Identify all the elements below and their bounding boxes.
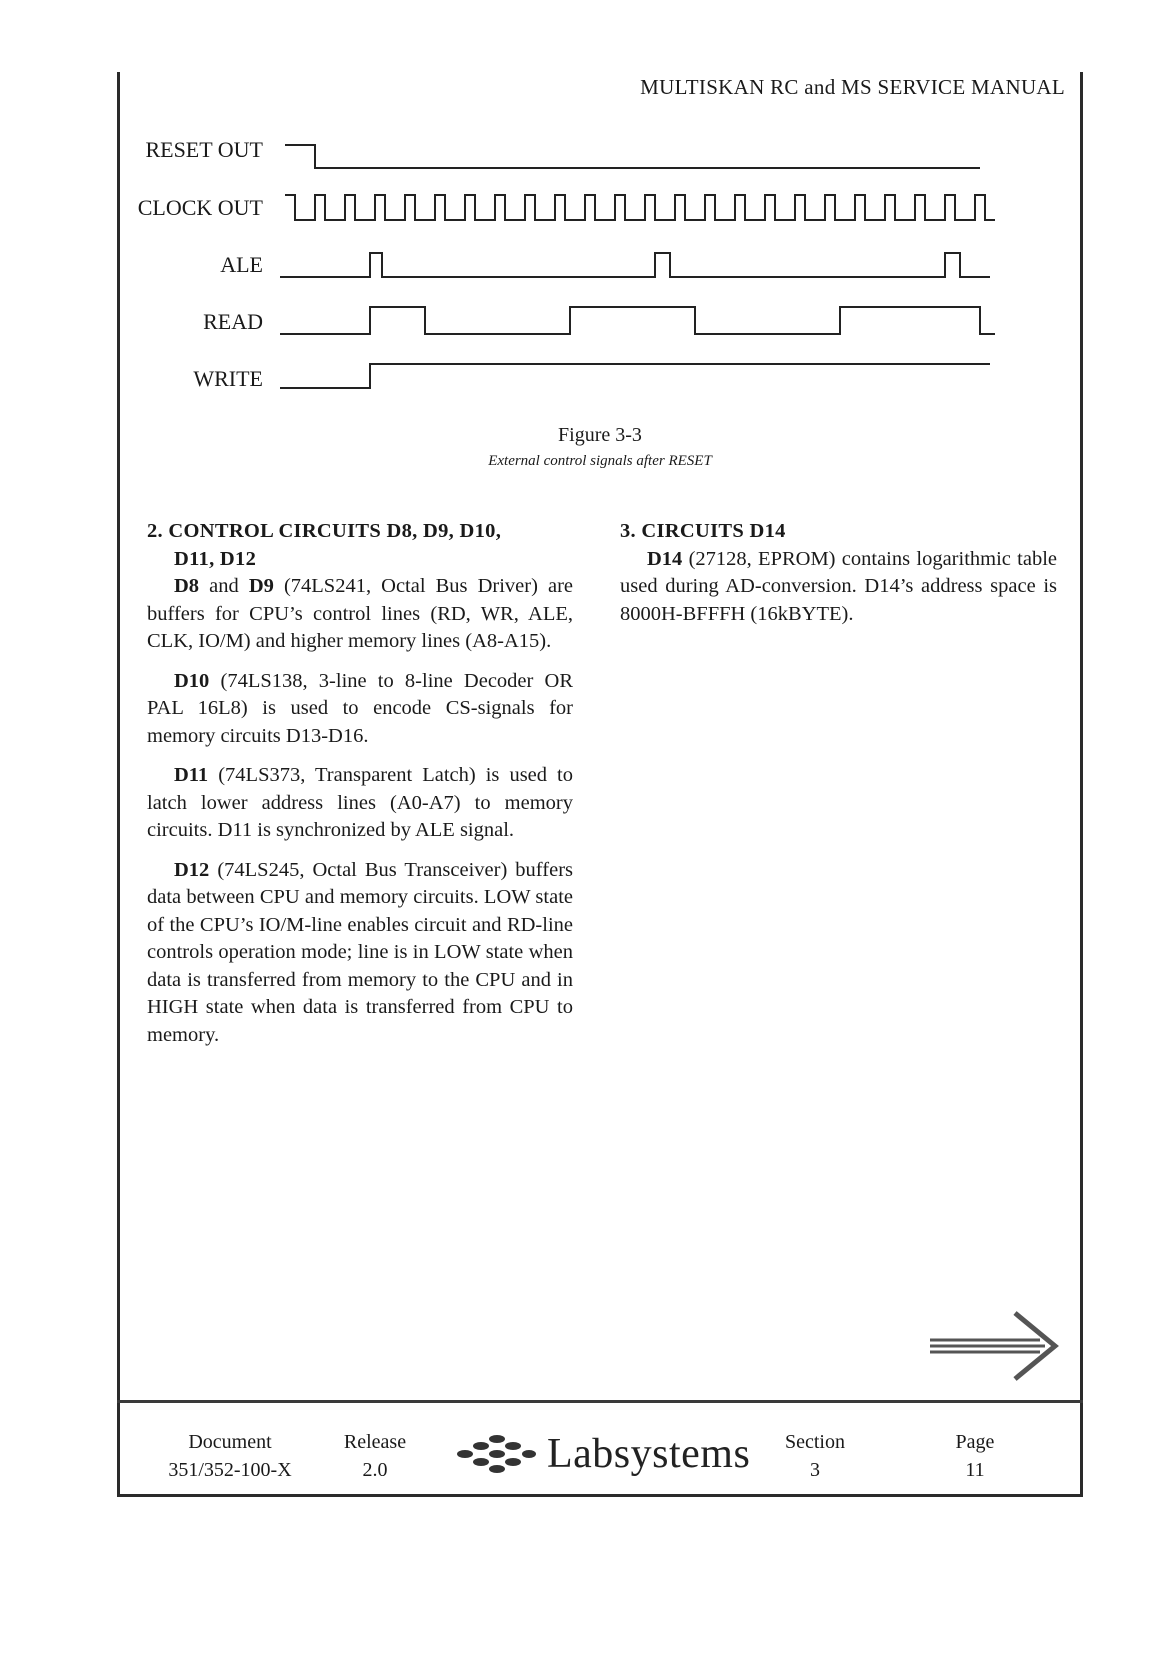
section-label: Section	[785, 1431, 845, 1453]
signal-label-reset-out: RESET OUT	[145, 137, 263, 162]
waveform-write	[280, 364, 990, 388]
figure-caption: External control signals after RESET	[488, 453, 712, 469]
waveform-reset-out	[285, 145, 980, 168]
section-circuits-d14	[620, 518, 1057, 640]
company-logo	[455, 1430, 750, 1478]
timing-diagram	[280, 135, 1040, 405]
waveform-clock-out	[285, 195, 995, 220]
page-frame-left	[117, 72, 120, 1496]
document-number: 351/352-100-X	[168, 1459, 292, 1481]
footer-section	[760, 1428, 870, 1484]
signal-label-write: WRITE	[193, 366, 263, 391]
signal-label-clock-out: CLOCK OUT	[137, 195, 263, 220]
page-label: Page	[955, 1431, 995, 1453]
release-label: Release	[343, 1431, 407, 1453]
section-control-circuits	[147, 518, 573, 1061]
paragraph: D12 (74LS245, Octal Bus Transceiver) buffers data between CPU and memory circuits. LOW state of the CPU’s IO/M-line enables circuit and RD-line controls operation mode; line is in LOW state when data is transferred from memory to the CPU and in HIGH state when data is transferred from CPU to memory.	[147, 858, 573, 1046]
paragraph: D14 (27128, EPROM) contains logarithmic table used during AD-conversion. D14’s address space is 8000H-BFFFH (16kBYTE).	[620, 547, 1057, 625]
page-frame-bottom	[117, 1494, 1083, 1497]
page-number: 11	[965, 1459, 985, 1481]
page-frame-right	[1080, 72, 1083, 1496]
company-name: Labsystems	[547, 1431, 751, 1477]
footer-divider	[117, 1400, 1083, 1403]
release-value: 2.0	[362, 1459, 388, 1481]
labsystems-logo-icon	[455, 1433, 537, 1475]
document-label: Document	[188, 1431, 272, 1453]
paragraph: D10 (74LS138, 3-line to 8-line Decoder OR PAL 16L8) is used to encode CS-signals for memory circuits D13-D16.	[147, 669, 573, 747]
signal-label-ale: ALE	[220, 252, 263, 277]
signal-label-read: READ	[203, 309, 263, 334]
next-page-arrow-icon[interactable]	[930, 1308, 1060, 1388]
paragraph: D8 and D9 (74LS241, Octal Bus Driver) are buffers for CPU’s control lines (RD, WR, ALE, CLK, IO/M) and higher memory lines (A8-A15).	[147, 575, 573, 652]
waveform-read	[280, 307, 995, 334]
footer-document	[150, 1428, 310, 1484]
section-value: 3	[810, 1459, 820, 1481]
figure-number: Figure 3-3	[558, 424, 642, 446]
manual-title: MULTISKAN RC and MS SERVICE MANUAL	[640, 75, 1065, 99]
footer-release	[325, 1428, 425, 1484]
paragraph: D11 (74LS373, Transparent Latch) is used to latch lower address lines (A0-A7) to memory circuits. D11 is synchronized by ALE signal.	[147, 764, 573, 841]
section-heading: 2. CONTROL CIRCUITS D8, D9, D10, D11, D12	[147, 520, 502, 570]
waveform-ale	[280, 253, 990, 277]
footer-page	[930, 1428, 1020, 1484]
section-heading: 3. CIRCUITS D14	[620, 520, 786, 542]
